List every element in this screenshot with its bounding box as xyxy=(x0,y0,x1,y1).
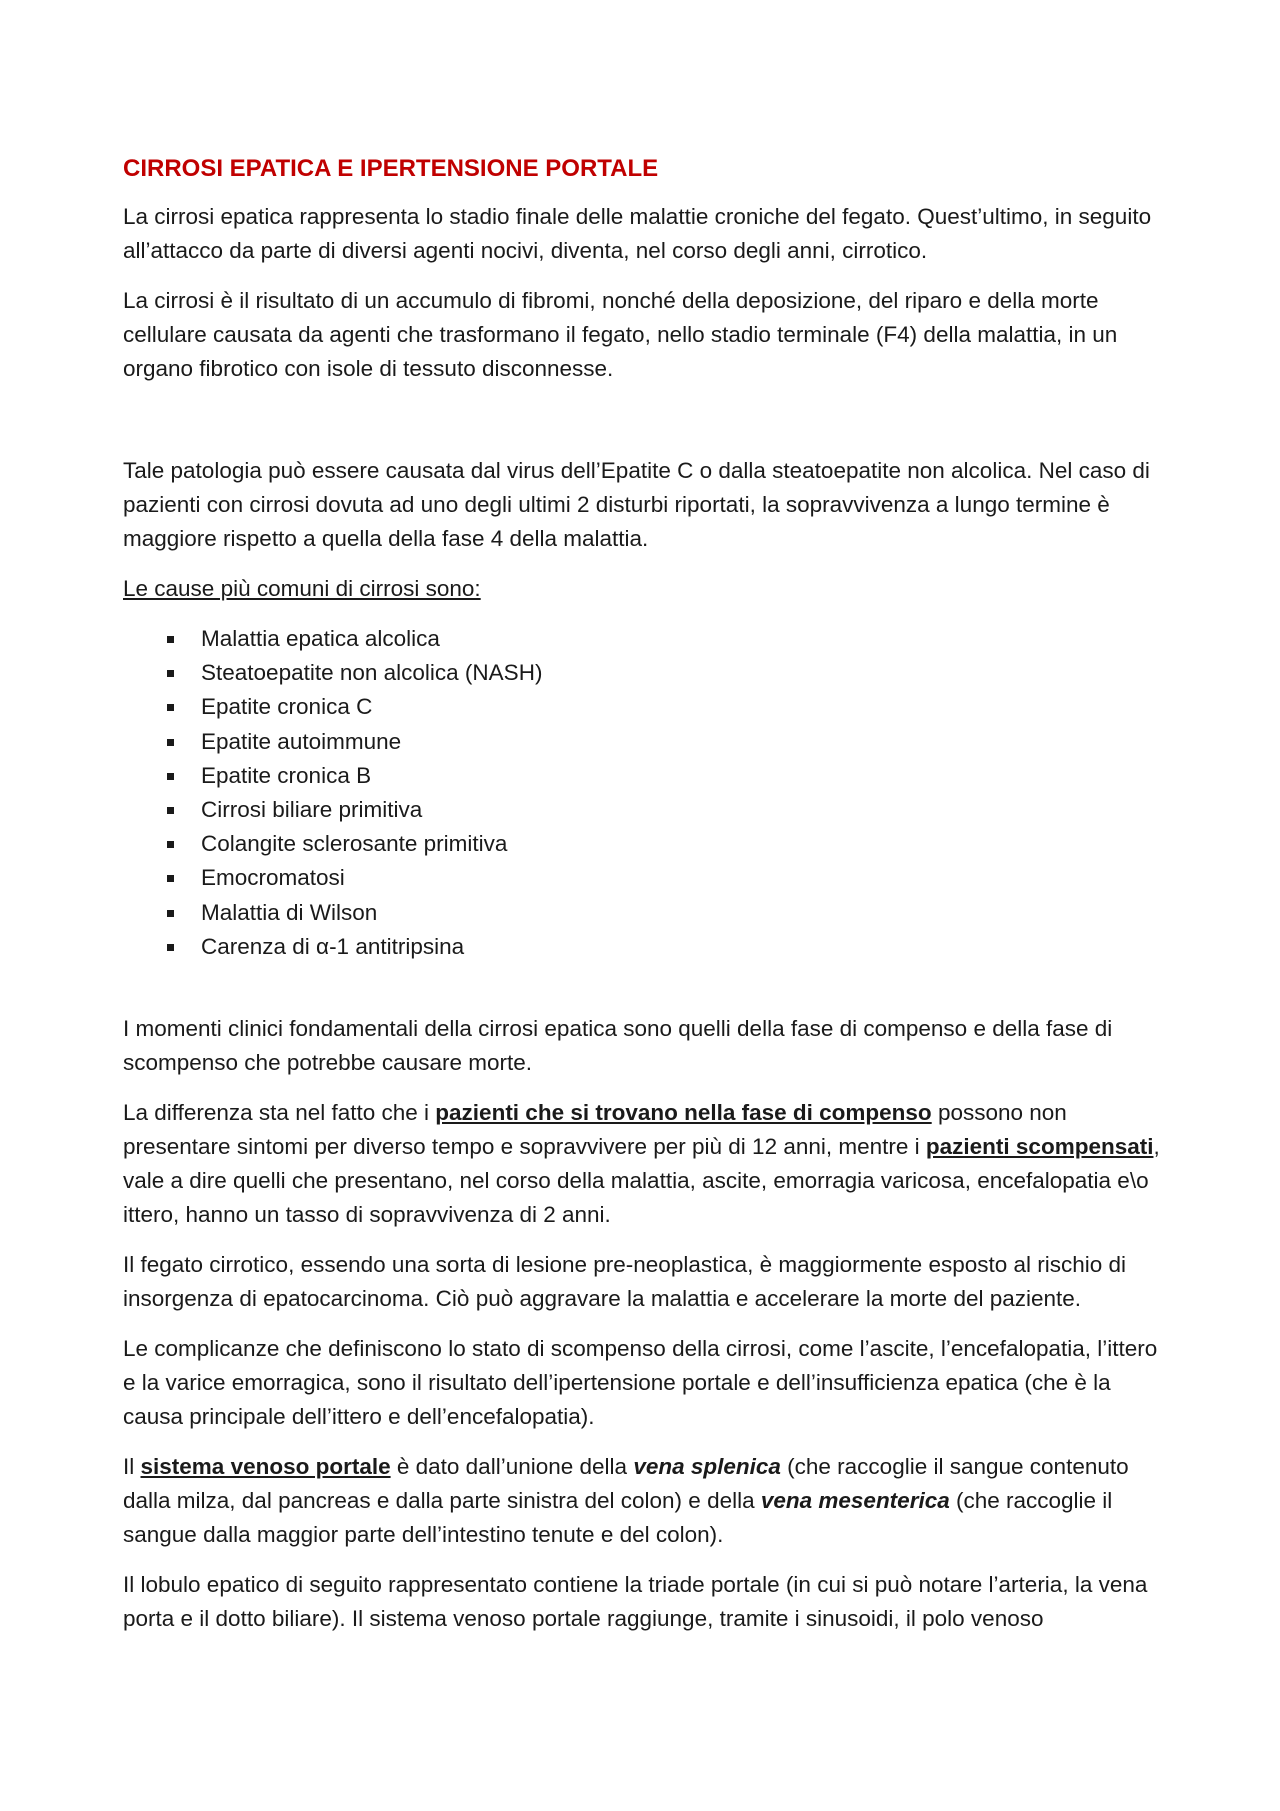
emphasis-portal-venous-system: sistema venoso portale xyxy=(140,1454,391,1480)
emphasis-compensated-patients: pazienti che si trovano nella fase di compenso xyxy=(435,1100,932,1126)
emphasis-mesenteric-vein: vena mesenterica xyxy=(760,1488,950,1514)
list-item: Epatite cronica C xyxy=(201,690,1173,724)
causes-heading-text: Le cause più comuni di cirrosi sono: xyxy=(123,576,481,601)
paragraph-clinical-phases: I momenti clinici fondamentali della cirrosi epatica sono quelli della fase di compenso e della fase di scompenso che potrebbe causare morte. xyxy=(123,1016,1113,1076)
list-item: Carenza di α-1 antitripsina xyxy=(201,930,1173,964)
causes-heading xyxy=(123,572,1173,606)
text-run: è dato dall’unione della xyxy=(390,1454,634,1480)
text-run: (che raccoglie il sangue contenuto dalla milza, dal pancreas e dalla parte sinistra del colon) e della xyxy=(123,1454,1129,1514)
text-run: La differenza sta nel fatto che i xyxy=(123,1100,436,1126)
text-run: , vale a dire quelli che presentano, nel corso della malattia, ascite, emorragia varicosa, encefalopatia e\o ittero, hanno un tasso di sopravvivenza di 2 anni. xyxy=(123,1134,1160,1228)
paragraph-hepatocarcinoma: Il fegato cirrotico, essendo una sorta di lesione pre-neoplastica, è maggiormente esposto al rischio di insorgenza di epatocarcinoma. Ciò può aggravare la malattia e accelerare la morte del paziente. xyxy=(123,1252,1127,1312)
list-item: Malattia di Wilson xyxy=(201,896,1173,930)
text-run: Il xyxy=(123,1454,141,1480)
list-item: Malattia epatica alcolica xyxy=(201,622,1173,656)
paragraph-compensation xyxy=(123,1096,1173,1232)
list-item: Emocromatosi xyxy=(201,861,1173,895)
paragraph-complications: Le complicanze che definiscono lo stato di scompenso della cirrosi, come l’ascite, l’encefalopatia, l’ittero e la varice emorragica, sono il risultato dell’ipertensione portale e dell’insufficienza epatica (che è la causa principale dell’ittero e dell’encefalopatia). xyxy=(123,1336,1158,1430)
emphasis-splenic-vein: vena splenica xyxy=(633,1454,781,1480)
list-item: Steatoepatite non alcolica (NASH) xyxy=(201,656,1173,690)
paragraph-causes-intro: Tale patologia può essere causata dal virus dell’Epatite C o dalla steatoepatite non alcolica. Nel caso di pazienti con cirrosi dovuta ad uno degli ultimi 2 disturbi riportati, la sopravvivenza a lungo termine è maggiore rispetto a quella della fase 4 della malattia. xyxy=(123,458,1150,551)
document-page xyxy=(123,152,1173,1652)
list-item: Epatite autoimmune xyxy=(201,725,1173,759)
spacer xyxy=(123,402,1173,454)
list-item: Cirrosi biliare primitiva xyxy=(201,793,1173,827)
spacer xyxy=(123,964,1173,1012)
text-run: possono non presentare sintomi per diverso tempo e sopravvivere per più di 12 anni, mentre i xyxy=(123,1100,1067,1160)
paragraph-portal-system xyxy=(123,1450,1173,1552)
document-title: CIRROSI EPATICA E IPERTENSIONE PORTALE xyxy=(123,155,659,182)
paragraph-definition: La cirrosi è il risultato di un accumulo di fibromi, nonché della deposizione, del riparo e della morte cellulare causata da agenti che trasformano il fegato, nello stadio terminale (F4) della malattia, in un organo fibrotico con isole di tessuto disconnesse. xyxy=(123,288,1118,381)
emphasis-decompensated-patients: pazienti scompensati xyxy=(925,1134,1154,1160)
list-item: Epatite cronica B xyxy=(201,759,1173,793)
text-run: (che raccoglie il sangue dalla maggior parte dell’intestino tenute e del colon). xyxy=(123,1488,1113,1548)
paragraph-intro: La cirrosi epatica rappresenta lo stadio finale delle malattie croniche del fegato. Quest’ultimo, in seguito all’attacco da parte di diversi agenti nocivi, diventa, nel corso degli anni, cirrotico. xyxy=(123,204,1152,263)
paragraph-hepatic-lobule: Il lobulo epatico di seguito rappresentato contiene la triade portale (in cui si può notare l’arteria, la vena porta e il dotto biliare). Il sistema venoso portale raggiunge, tramite i sinusoidi, il polo venoso xyxy=(123,1572,1148,1632)
causes-list xyxy=(123,622,1173,964)
list-item: Colangite sclerosante primitiva xyxy=(201,827,1173,861)
